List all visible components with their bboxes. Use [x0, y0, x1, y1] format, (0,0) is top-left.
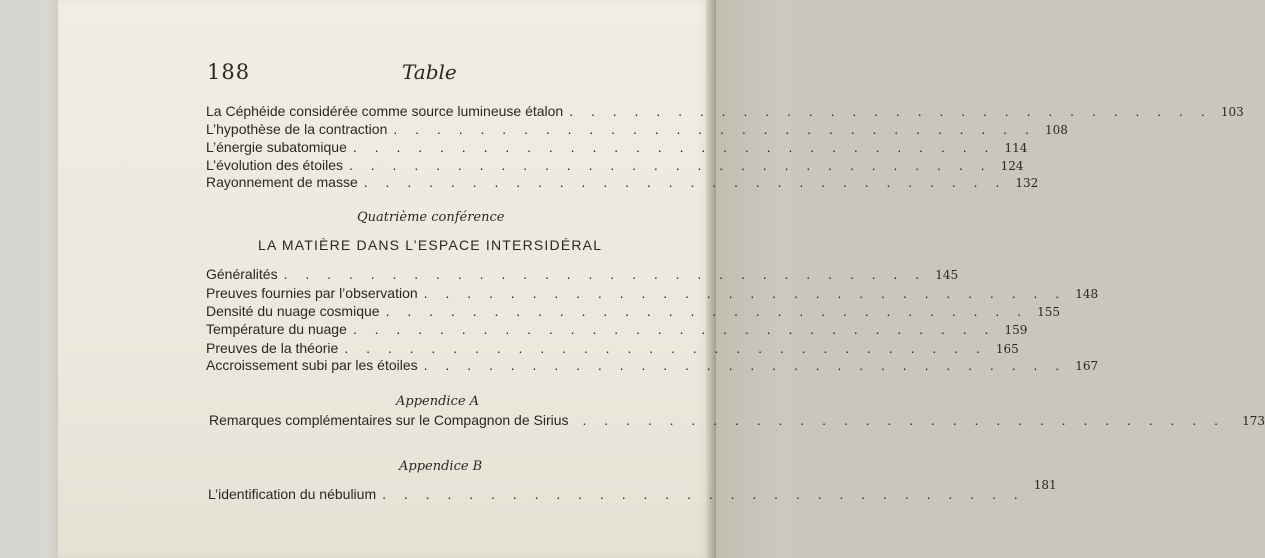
toc-entry: [206, 339, 1019, 357]
dot-leader: . . . . . . . . . . . . . . . . . . . . . . . . . . . . . .: [569, 103, 1212, 119]
toc-entry: [208, 478, 1057, 503]
toc-entry-page: 167: [1075, 359, 1099, 373]
dot-leader: . . . . . . . . . . . . . . . . . . . . . . . . . . . . . .: [582, 412, 1226, 428]
toc-entry-page: 145: [935, 268, 959, 282]
toc-entry-label: L’évolution des étoiles: [206, 157, 343, 173]
toc-entry-page: 148: [1075, 287, 1099, 301]
toc-entry: [206, 138, 1028, 156]
toc-entry-page: 124: [1000, 159, 1024, 173]
toc-entry: [206, 156, 1024, 174]
section-heading: Quatrième conférence: [357, 210, 505, 225]
dot-leader: . . . . . . . . . . . . . . . . . . . . . . . . . . . . . .: [382, 486, 1025, 502]
toc-entry-page: 159: [1004, 323, 1028, 337]
toc-entry-label: L’identification du nébulium: [208, 486, 377, 502]
dot-leader: . . . . . . . . . . . . . . . . . . . . . . . . . . . . . .: [363, 174, 1007, 190]
toc-entry-label: Preuves de la théorie: [206, 340, 339, 356]
toc-entry-page: 114: [1004, 141, 1028, 155]
toc-entry-label: L’hypothèse de la contraction: [206, 121, 388, 137]
toc-entry-page: 181: [1033, 478, 1057, 492]
section-title: LA MATIÈRE DANS L’ESPACE INTERSIDÉRAL: [258, 237, 603, 253]
dot-leader: . . . . . . . . . . . . . . . . . . . . . . . . . . . . . .: [349, 157, 992, 173]
dot-leader: . . . . . . . . . . . . . . . . . . . . . . . . . . . . . .: [385, 303, 1029, 319]
toc-entry-page: 103: [1220, 105, 1244, 119]
toc-entry: [206, 173, 1039, 191]
toc-entry-label: Preuves fournies par l’observation: [206, 285, 418, 301]
background-left: [0, 0, 58, 558]
page-title: Table: [402, 60, 457, 84]
appendix-b-heading: Appendice B: [399, 459, 483, 474]
toc-entry-label: Généralités: [206, 266, 278, 282]
dot-leader: . . . . . . . . . . . . . . . . . . . . . . . . . . . . . .: [352, 321, 996, 337]
toc-entry-page: 173: [1242, 414, 1265, 428]
toc-entry-label: Remarques complémentaires sur le Compagnon de Sirius: [209, 412, 569, 428]
dot-leader: . . . . . . . . . . . . . . . . . . . . . . . . . . . . . .: [423, 285, 1067, 301]
dot-leader: . . . . . . . . . . . . . . . . . . . . . . . . . . . . . .: [352, 139, 996, 155]
dot-leader: . . . . . . . . . . . . . . . . . . . . . . . . . . . . . .: [344, 340, 987, 356]
toc-entry: [206, 265, 959, 283]
toc-entry-label: Température du nuage: [206, 321, 347, 337]
toc-entry: [206, 356, 1099, 374]
toc-entry: [206, 284, 1099, 302]
toc-entry-label: Densité du nuage cosmique: [206, 303, 380, 319]
toc-entry: [206, 102, 1244, 120]
toc-entry-page: 132: [1015, 176, 1039, 190]
toc-entry-page: 165: [995, 342, 1019, 356]
toc-entry-label: Rayonnement de masse: [206, 174, 358, 190]
toc-entry-page: 108: [1044, 123, 1068, 137]
toc-entry: [206, 302, 1061, 320]
toc-entry-label: L’énergie subatomique: [206, 139, 347, 155]
dot-leader: . . . . . . . . . . . . . . . . . . . . . . . . . . . . . .: [283, 266, 927, 282]
dot-leader: . . . . . . . . . . . . . . . . . . . . . . . . . . . . . .: [393, 121, 1036, 137]
toc-entry-label: Accroissement subi par les étoiles: [206, 357, 418, 373]
toc-entry-page: 155: [1037, 305, 1061, 319]
toc-entry: [206, 120, 1068, 138]
appendix-a-heading: Appendice A: [396, 394, 480, 409]
toc-entry: [206, 320, 1028, 338]
toc-entry-label: La Céphéide considérée comme source lumineuse étalon: [206, 103, 564, 119]
page-number: 188: [207, 60, 251, 84]
toc-entry: [209, 411, 1265, 429]
dot-leader: . . . . . . . . . . . . . . . . . . . . . . . . . . . . . .: [423, 357, 1067, 373]
